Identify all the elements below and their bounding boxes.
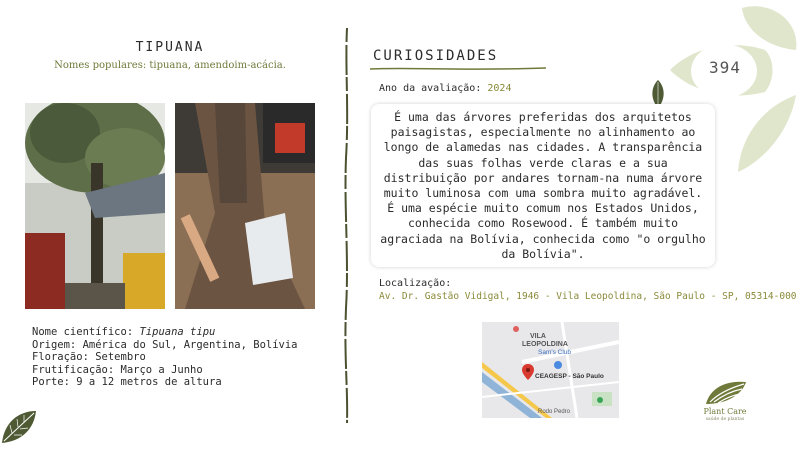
evaluation-year-row [379,83,511,94]
badge-number: 394 [709,58,741,77]
title-underline [370,66,546,72]
map-district-1: VILA [530,333,546,340]
map-place-label: CEAGESP - São Paulo [535,373,604,380]
size-text: Porte: 9 a 12 metros de altura [32,376,222,388]
scientific-name-row [32,326,332,339]
curiosity-text: É uma das árvores preferidas dos arquitetos paisagistas, especialmente no alinhamento ao longo de alamedas nas cidades. A transparência das suas folhas verde claras e a sua distribuição por andares tornam-na numa árvore muito luminosa com uma sombra muito agradável. É uma espécie muito comum nos Estados Unidos, conhecida como Rosewood. É também muito agraciada na Bolívia, conhecida como "o orgulho da Bolívia". [380,110,706,261]
location-label: Localização: [379,278,452,289]
curiosities-title: CURIOSIDADES [373,48,499,64]
flowering-text: Floração: Setembro [32,351,146,363]
leaf-icon-bottom-left [0,405,40,445]
popular-names: Nomes populares: tipuana, amendoim-acácia. [54,60,286,71]
tree-details [32,326,332,389]
scientific-name-value: Tipuana tipu [139,326,216,338]
fruiting-text: Frutificação: Março a Junho [32,363,203,376]
evaluation-year: 2024 [487,83,512,94]
location-address: Av. Dr. Gastão Vidigal, 1946 - Vila Leopoldina, São Paulo - SP, 05314-000 [379,291,797,302]
leaf-shape-upper [742,6,796,50]
origin-text: Origem: América do Sul, Argentina, Bolívia [32,338,298,351]
location-map[interactable] [482,322,619,418]
logo-name: Plant Care [703,407,747,416]
scientific-name-label: Nome científico: [32,326,134,338]
logo-subtitle: saúde de plantas [705,417,745,422]
leaf-shape-lower [738,95,796,172]
curiosity-card [371,104,715,267]
map-district-2: LEOPOLDINA [522,341,568,348]
vertical-divider [340,28,354,423]
plant-care-logo [704,380,748,406]
tree-trunk-photo [175,103,315,309]
evaluation-label: Ano da avaliação: [379,83,482,94]
map-store-label: Sam's Club [538,349,572,356]
tree-canopy-photo [25,103,165,309]
map-road-label: Rodo Pedro [538,409,571,415]
tree-title: TIPUANA [135,40,205,55]
